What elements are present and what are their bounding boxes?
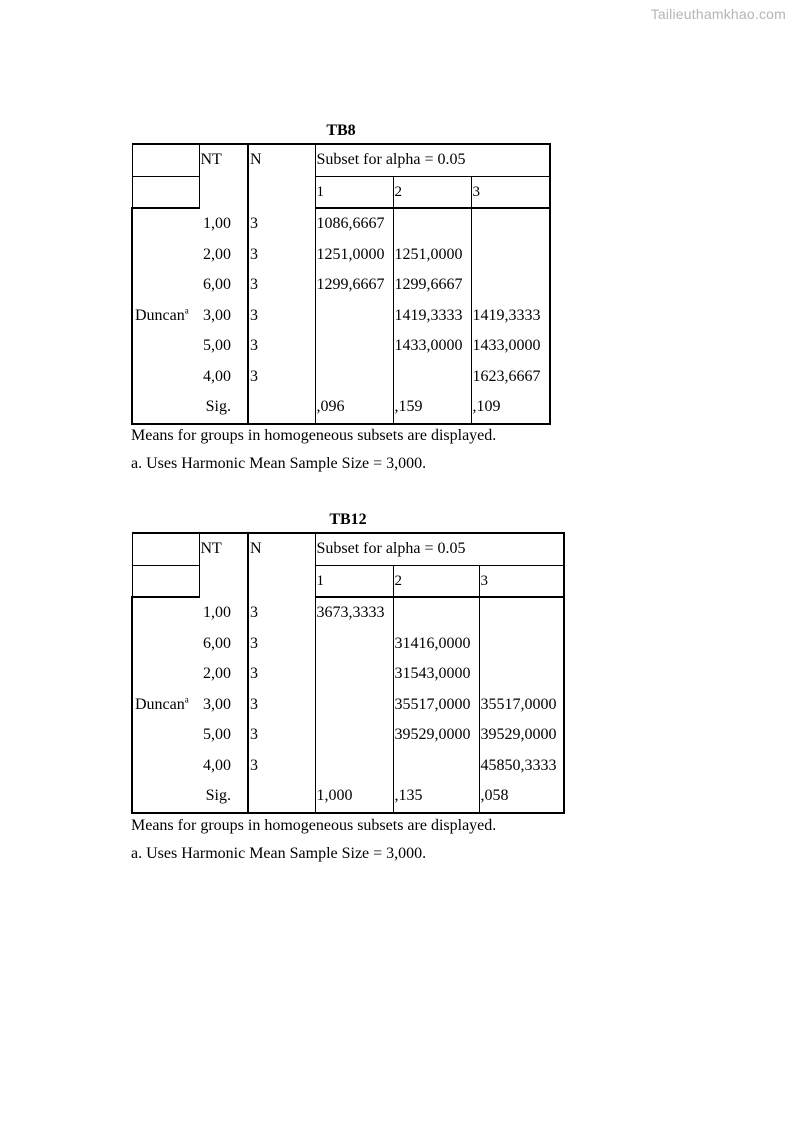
col-header-n: N: [248, 533, 315, 597]
header-row: [132, 176, 550, 208]
n-cell: [248, 392, 315, 424]
subset-1-cell: [315, 629, 393, 660]
col-header-subset: Subset for alpha = 0.05: [315, 144, 550, 176]
subset-1-cell: 1251,0000: [315, 240, 393, 271]
col-header-n: N: [248, 144, 315, 208]
subset-1-cell: [315, 690, 393, 721]
subset-3-cell: [471, 208, 550, 240]
n-cell: 3: [248, 208, 315, 240]
subset-1-cell: [315, 301, 393, 332]
subset-3-cell: ,058: [479, 781, 564, 813]
footnote-marker: a: [184, 305, 189, 316]
table-block-tb12: [131, 511, 565, 871]
col-header-nt: NT: [199, 533, 248, 597]
col-header-subset: Subset for alpha = 0.05: [315, 533, 564, 565]
corner-cell: [132, 144, 199, 176]
subset-3-cell: 1433,0000: [471, 331, 550, 362]
corner-cell: [132, 176, 199, 208]
nt-cell: 4,00: [203, 367, 231, 385]
table-note-means: Means for groups in homogeneous subsets are displayed.: [131, 427, 497, 444]
nt-cell: 5,00: [203, 726, 231, 744]
n-cell: 3: [248, 270, 315, 301]
method-label: Duncan: [135, 695, 185, 713]
nt-cell: Sig.: [199, 392, 248, 424]
subset-2-cell: 1433,0000: [393, 331, 471, 362]
n-cell: 3: [248, 301, 315, 332]
subset-2-cell: [393, 751, 479, 782]
n-cell: 3: [248, 597, 315, 629]
table-title: TB8: [326, 122, 356, 139]
table-body: [132, 533, 564, 813]
subset-2-cell: 31416,0000: [393, 629, 479, 660]
subset-3-cell: 45850,3333: [479, 751, 564, 782]
corner-cell: [132, 565, 199, 597]
subset-3-cell: [471, 240, 550, 271]
subset-3-cell: 35517,0000: [479, 690, 564, 721]
subset-1-cell: 3673,3333: [315, 597, 393, 629]
subset-1-cell: 1086,6667: [315, 208, 393, 240]
method-cell: [132, 597, 199, 813]
nt-cell: 6,00: [203, 634, 231, 652]
subset-2-cell: ,159: [393, 392, 471, 424]
header-row: [132, 533, 564, 565]
n-cell: 3: [248, 690, 315, 721]
subset-2-cell: [393, 597, 479, 629]
nt-cell: 1,00: [203, 603, 231, 621]
table-note-means: Means for groups in homogeneous subsets are displayed.: [131, 817, 497, 834]
subset-1-cell: [315, 751, 393, 782]
table-block-tb8: [131, 122, 551, 482]
subset-col-header: 1: [315, 565, 393, 597]
table-note-harmonic: a. Uses Harmonic Mean Sample Size = 3,000.: [131, 455, 427, 472]
table-row: [132, 597, 564, 629]
subset-3-cell: 1419,3333: [471, 301, 550, 332]
subset-1-cell: [315, 720, 393, 751]
subset-3-cell: [479, 597, 564, 629]
n-cell: 3: [248, 331, 315, 362]
nt-cell: 4,00: [203, 756, 231, 774]
nt-cell: 6,00: [203, 276, 231, 294]
subset-2-cell: 1251,0000: [393, 240, 471, 271]
n-cell: 3: [248, 720, 315, 751]
duncan-table: [131, 532, 565, 814]
n-cell: [248, 781, 315, 813]
nt-cell: 1,00: [203, 214, 231, 232]
subset-1-cell: ,096: [315, 392, 393, 424]
table-title: TB12: [329, 511, 367, 528]
method-cell: [132, 208, 199, 424]
nt-cell: 2,00: [203, 245, 231, 263]
subset-2-cell: [393, 208, 471, 240]
duncan-table: [131, 143, 551, 425]
subset-3-cell: [471, 270, 550, 301]
subset-2-cell: 35517,0000: [393, 690, 479, 721]
table-body: [132, 144, 550, 424]
subset-col-header: 1: [315, 176, 393, 208]
subset-3-cell: 39529,0000: [479, 720, 564, 751]
subset-1-cell: [315, 659, 393, 690]
n-cell: 3: [248, 362, 315, 393]
n-cell: 3: [248, 240, 315, 271]
nt-cell: Sig.: [199, 781, 248, 813]
n-cell: 3: [248, 659, 315, 690]
subset-col-header: 2: [393, 565, 479, 597]
n-cell: 3: [248, 629, 315, 660]
nt-cell: 5,00: [203, 337, 231, 355]
subset-2-cell: 31543,0000: [393, 659, 479, 690]
subset-2-cell: 1299,6667: [393, 270, 471, 301]
subset-2-cell: 39529,0000: [393, 720, 479, 751]
subset-1-cell: 1,000: [315, 781, 393, 813]
subset-col-header: 3: [479, 565, 564, 597]
nt-cell: 2,00: [203, 665, 231, 683]
subset-3-cell: [479, 629, 564, 660]
subset-2-cell: 1419,3333: [393, 301, 471, 332]
col-header-nt: NT: [199, 144, 248, 208]
subset-1-cell: [315, 331, 393, 362]
nt-cell: 3,00: [203, 306, 231, 324]
method-label: Duncan: [135, 306, 185, 324]
subset-3-cell: [479, 659, 564, 690]
watermark: Tailieuthamkhao.com: [650, 6, 786, 22]
header-row: [132, 144, 550, 176]
table-row: [132, 208, 550, 240]
nt-cell: 3,00: [203, 695, 231, 713]
subset-2-cell: [393, 362, 471, 393]
subset-3-cell: ,109: [471, 392, 550, 424]
n-cell: 3: [248, 751, 315, 782]
subset-1-cell: 1299,6667: [315, 270, 393, 301]
subset-2-cell: ,135: [393, 781, 479, 813]
subset-col-header: 3: [471, 176, 550, 208]
subset-col-header: 2: [393, 176, 471, 208]
footnote-marker: a: [184, 694, 189, 705]
corner-cell: [132, 533, 199, 565]
table-note-harmonic: a. Uses Harmonic Mean Sample Size = 3,000.: [131, 845, 427, 862]
header-row: [132, 565, 564, 597]
subset-3-cell: 1623,6667: [471, 362, 550, 393]
subset-1-cell: [315, 362, 393, 393]
